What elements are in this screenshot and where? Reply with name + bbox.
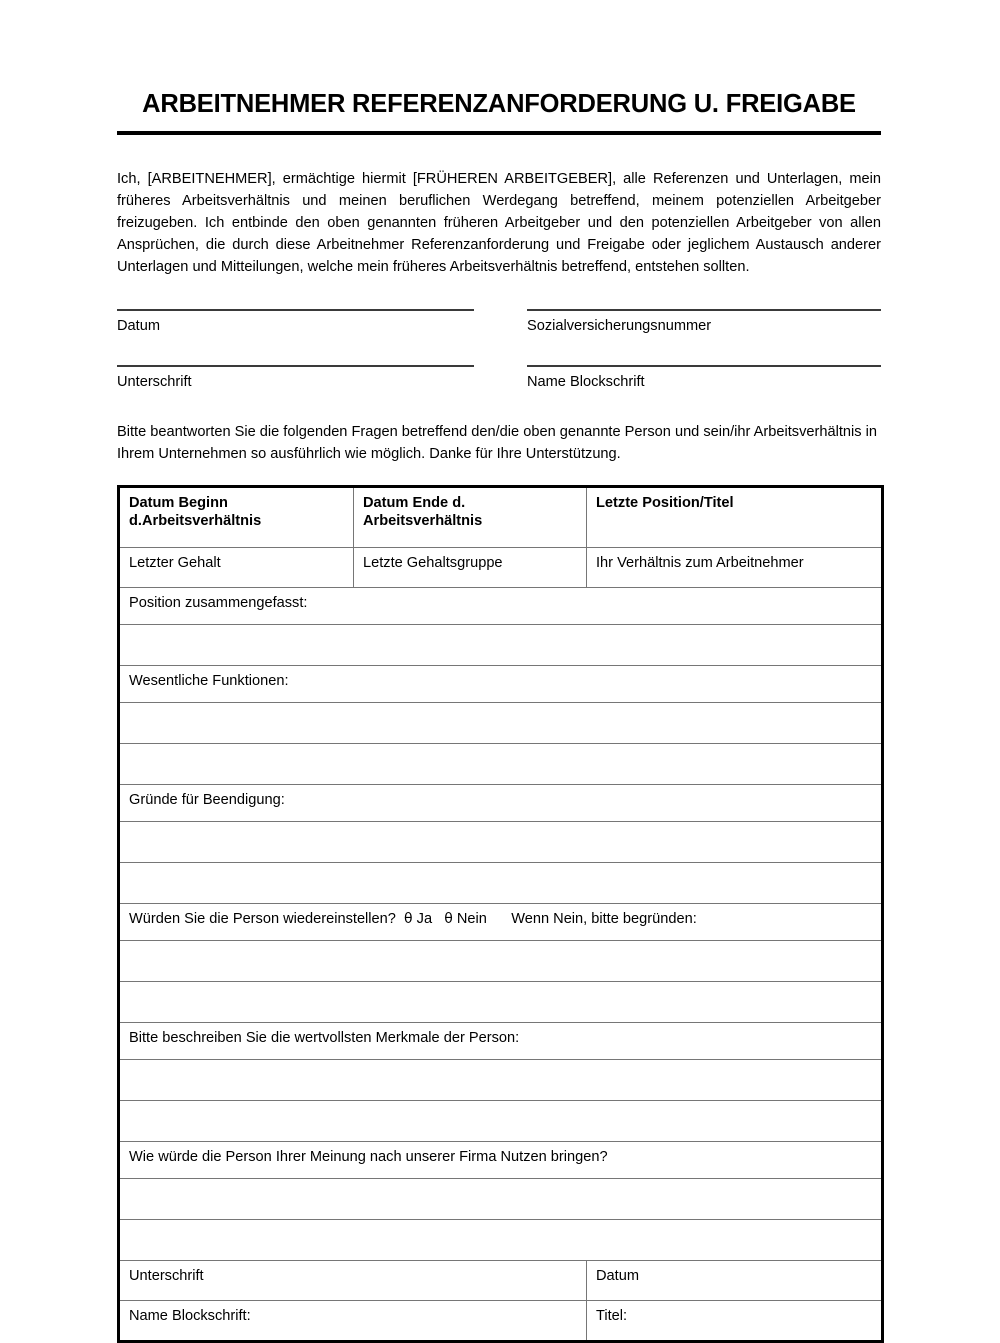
- signature-line-row-2: [117, 365, 881, 392]
- table-row-answer: [119, 940, 883, 981]
- header-cell-last-position: Letzte Position/Titel: [587, 486, 883, 547]
- signature-label-datum: Datum: [117, 317, 160, 334]
- page-title: ARBEITNEHMER REFERENZANFORDERUNG U. FREIGABE: [142, 90, 856, 118]
- answer-field-rehire-1[interactable]: [119, 940, 883, 981]
- signature-block-top: [117, 279, 881, 336]
- footer-cell-signature[interactable]: Unterschrift: [119, 1260, 587, 1300]
- answer-field-valuable-traits-1[interactable]: [119, 1059, 883, 1100]
- table-row-question-position-summary: [119, 587, 883, 624]
- checkbox-no-label: Nein: [456, 910, 487, 927]
- signature-field-datum[interactable]: [117, 309, 474, 336]
- answer-field-essential-functions-2[interactable]: [119, 743, 883, 784]
- checkbox-yes-label: Ja: [416, 910, 433, 927]
- signature-label-name: Name Blockschrift: [527, 374, 645, 391]
- signature-label-unterschrift: Unterschrift: [117, 374, 192, 391]
- question-company-benefit: Wie würde die Person Ihrer Meinung nach unserer Firma Nutzen bringen?: [119, 1141, 883, 1178]
- signature-field-ssn[interactable]: [527, 309, 881, 336]
- table-row-footer-name: [119, 1300, 883, 1341]
- question-rehire-label: Würden Sie die Person wiedereinstellen?: [129, 910, 396, 927]
- answer-field-position-summary[interactable]: [119, 624, 883, 665]
- employment-reference-table: [117, 485, 884, 1343]
- table-row-footer-signature: [119, 1260, 883, 1300]
- form-table-container: [117, 466, 881, 1343]
- answer-field-termination-reasons-1[interactable]: [119, 821, 883, 862]
- signature-label-ssn: Sozialversicherungsnummer: [527, 317, 712, 334]
- table-row-answer: [119, 1059, 883, 1100]
- intro-paragraph: Ich, [ARBEITNEHMER], ermächtige hiermit [FRÜHEREN ARBEITGEBER], alle Referenzen und Unterlagen, mein früheres Arbeitsverhältnis und meinen beruflichen Werdegang betreffend, meinem potenziellen Arbeitgeber freizugeben. Ich entbinde den oben genannten früheren Arbeitgeber und den potenziellen Arbeitgeber von allen Ansprüchen, die durch diese Arbeitnehmer Referenzanforderung und Freigabe oder jeglichem Austausch anderer Unterlagen und Mitteilungen, welche mein früheres Arbeitsverhältnis betreffend, entstehen sollten.: [117, 171, 881, 275]
- table-row-question-essential-functions: [119, 665, 883, 702]
- signature-block-bottom: [117, 335, 881, 392]
- signature-gap: [474, 365, 527, 392]
- signature-line-row-1: [117, 309, 881, 336]
- answer-field-termination-reasons-2[interactable]: [119, 862, 883, 903]
- table-row-answer: [119, 1219, 883, 1260]
- question-rehire-followup: Wenn Nein, bitte begründen:: [511, 910, 697, 927]
- table-row-answer: [119, 702, 883, 743]
- table-row-answer: [119, 981, 883, 1022]
- table-row-header: [119, 486, 883, 547]
- table-row-salary: [119, 547, 883, 587]
- table-row-question-termination-reasons: [119, 784, 883, 821]
- question-essential-functions: Wesentliche Funktionen:: [119, 665, 883, 702]
- table-row-question-valuable-traits: [119, 1022, 883, 1059]
- table-row-answer: [119, 743, 883, 784]
- instructions-paragraph: Bitte beantworten Sie die folgenden Fragen betreffend den/die oben genannte Person und sein/ihr Arbeitsverhältnis in Ihrem Unternehmen so ausführlich wie möglich. Danke für Ihre Unterstützung.: [117, 423, 877, 462]
- table-row-question-rehire: [119, 903, 883, 940]
- table-row-answer: [119, 1100, 883, 1141]
- table-row-answer: [119, 624, 883, 665]
- table-row-answer: [119, 862, 883, 903]
- answer-field-company-benefit-2[interactable]: [119, 1219, 883, 1260]
- table-row-answer: [119, 1178, 883, 1219]
- header-cell-end-date: Datum Ende d. Arbeitsverhältnis: [354, 486, 587, 547]
- answer-field-company-benefit-1[interactable]: [119, 1178, 883, 1219]
- footer-cell-date[interactable]: Datum: [587, 1260, 883, 1300]
- signature-field-unterschrift[interactable]: [117, 365, 474, 392]
- cell-relationship[interactable]: Ihr Verhältnis zum Arbeitnehmer: [587, 547, 883, 587]
- footer-cell-title[interactable]: Titel:: [587, 1300, 883, 1341]
- question-valuable-traits: Bitte beschreiben Sie die wertvollsten Merkmale der Person:: [119, 1022, 883, 1059]
- question-termination-reasons: Gründe für Beendigung:: [119, 784, 883, 821]
- question-position-summary: Position zusammengefasst:: [119, 587, 883, 624]
- header-cell-start-date: Datum Beginn d.Arbeitsverhältnis: [119, 486, 354, 547]
- table-row-question-company-benefit: [119, 1141, 883, 1178]
- answer-field-valuable-traits-2[interactable]: [119, 1100, 883, 1141]
- signature-gap: [474, 309, 527, 336]
- question-rehire-cell: [119, 903, 883, 940]
- checkbox-yes-icon[interactable]: θ: [404, 910, 413, 927]
- signature-field-name[interactable]: [527, 365, 881, 392]
- table-row-answer: [119, 821, 883, 862]
- cell-last-salary[interactable]: Letzter Gehalt: [119, 547, 354, 587]
- checkbox-no-icon[interactable]: θ: [444, 910, 453, 927]
- footer-cell-printed-name[interactable]: Name Blockschrift:: [119, 1300, 587, 1341]
- answer-field-rehire-2[interactable]: [119, 981, 883, 1022]
- cell-salary-group[interactable]: Letzte Gehaltsgruppe: [354, 547, 587, 587]
- answer-field-essential-functions-1[interactable]: [119, 702, 883, 743]
- document-content: [117, 0, 881, 1343]
